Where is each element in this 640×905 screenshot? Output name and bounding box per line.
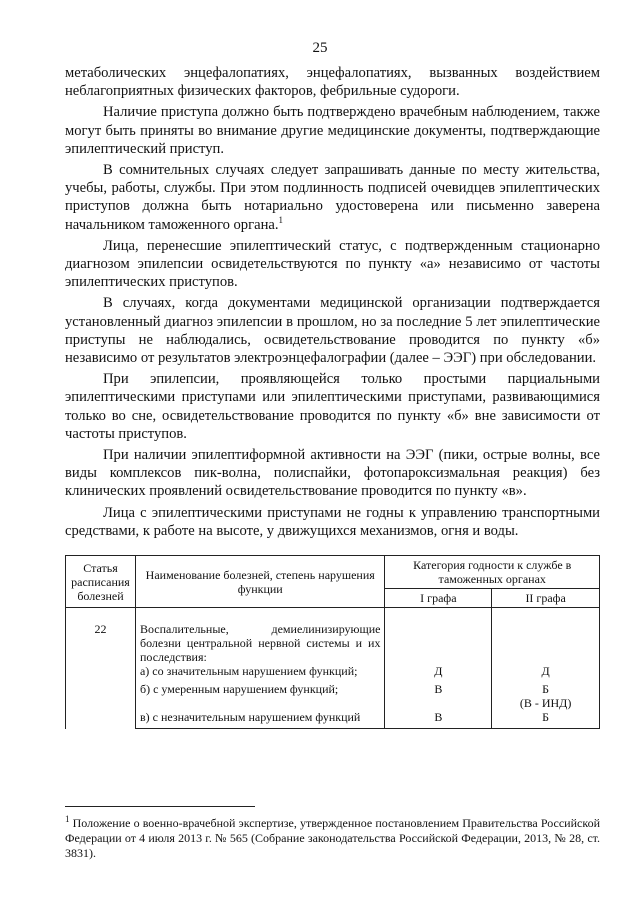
table-row (66, 710, 600, 729)
paragraph-text: Лица с эпилептическими приступами не годны к управлению транспортными средствами, к работе на высоте, у движущихся механизмов, огня и воды. (65, 504, 600, 539)
table-row (66, 664, 600, 682)
row-description: в) с незначительным нарушением функций (135, 710, 385, 729)
footnote-ref: 1 (278, 214, 284, 225)
paragraph (65, 237, 600, 292)
row-category-2-extra: (В - ИНД) (519, 696, 572, 710)
row-description: а) со значительным нарушением функций; (135, 664, 385, 682)
paragraph-text: При эпилепсии, проявляющейся только простыми парциальными эпилептическими приступами или эпилептическими приступами, развивающимися только во сне, освидетельствование проводится по пункту «б» вне зависимости от частоты приступов. (65, 371, 600, 442)
header-column-2: II графа (492, 589, 600, 608)
paragraph (65, 370, 600, 443)
row-category-2: Д (492, 664, 600, 682)
article-number: 22 (66, 608, 136, 729)
header-disease-name: Наименование болезней, степень нарушения функции (135, 556, 385, 608)
row-category-2-cell (492, 682, 600, 710)
row-category-1: В (385, 710, 492, 729)
row-category-2: Б (542, 682, 550, 696)
row-category-1: Д (385, 664, 492, 682)
row-category-2: Б (492, 710, 600, 729)
footnote-mark: 1 (65, 814, 70, 824)
paragraph-text: Лица, перенесшие эпилептический статус, с подтвержденным стационарно диагнозом эпилепсии освидетельствуются по пункту «а» независимо от частоты эпилептических приступов. (65, 237, 600, 291)
footnote-divider (65, 806, 255, 807)
paragraph (65, 294, 600, 367)
footnote (65, 816, 600, 861)
row-description: б) с умеренным нарушением функций; (135, 682, 385, 710)
disease-heading: Воспалительные, демиелинизирующие болезни центральной нервной системы и их последствия: (135, 608, 385, 665)
paragraph (65, 161, 600, 234)
paragraph-text: При наличии эпилептиформной активности на ЭЭГ (пики, острые волны, все виды комплексов пик-волна, полиспайки, фотопароксизмальная реакция) без клинических проявлений освидетельствование проводится по пункту «в». (65, 447, 600, 500)
paragraph (65, 103, 600, 158)
body-text (65, 64, 600, 543)
paragraph (65, 446, 600, 501)
paragraph (65, 504, 600, 540)
header-category: Категория годности к службе в таможенных органах (385, 556, 600, 589)
paragraph-text: В случаях, когда документами медицинской организации подтверждается установленный диагноз эпилепсии в прошлом, но за последние 5 лет эпилептические приступы не наблюдались, освидетельствование проводится по пункту «б» независимо от результатов электроэнцефалографии (далее – ЭЭГ) при обследовании. (65, 295, 600, 367)
schedule-table (65, 555, 600, 729)
paragraph (65, 64, 600, 100)
empty-cell (385, 608, 492, 665)
header-article: Статья расписания болезней (66, 556, 136, 608)
footnote-text: Положение о военно-врачебной экспертизе, утвержденное постановлением Правительства Российской Федерации от 4 июля 2013 г. № 565 (Собрание законодательства Российской Федерации, 2013, № 28, ст. 3831). (65, 816, 600, 860)
empty-cell (492, 608, 600, 665)
header-column-1: I графа (385, 589, 492, 608)
table-row (66, 608, 600, 665)
row-category-1: В (385, 682, 492, 710)
paragraph-text: В сомнительных случаях следует запрашивать данные по месту жительства, учебы, работы, службы. При этом подлинность подписей очевидцев эпилептических приступов должна быть нотариально удостоверена или письменно заверена начальником таможенного органа. (65, 162, 600, 233)
paragraph-text: метаболических энцефалопатиях, энцефалопатиях, вызванных воздействием неблагоприятных физических факторов, фебрильные судороги. (65, 65, 600, 100)
table-row (66, 682, 600, 710)
page-number: 25 (312, 40, 328, 56)
paragraph-text: Наличие приступа должно быть подтверждено врачебным наблюдением, также могут быть приняты во внимание другие медицинские документы, подтверждающие эпилептический приступ. (65, 104, 600, 157)
